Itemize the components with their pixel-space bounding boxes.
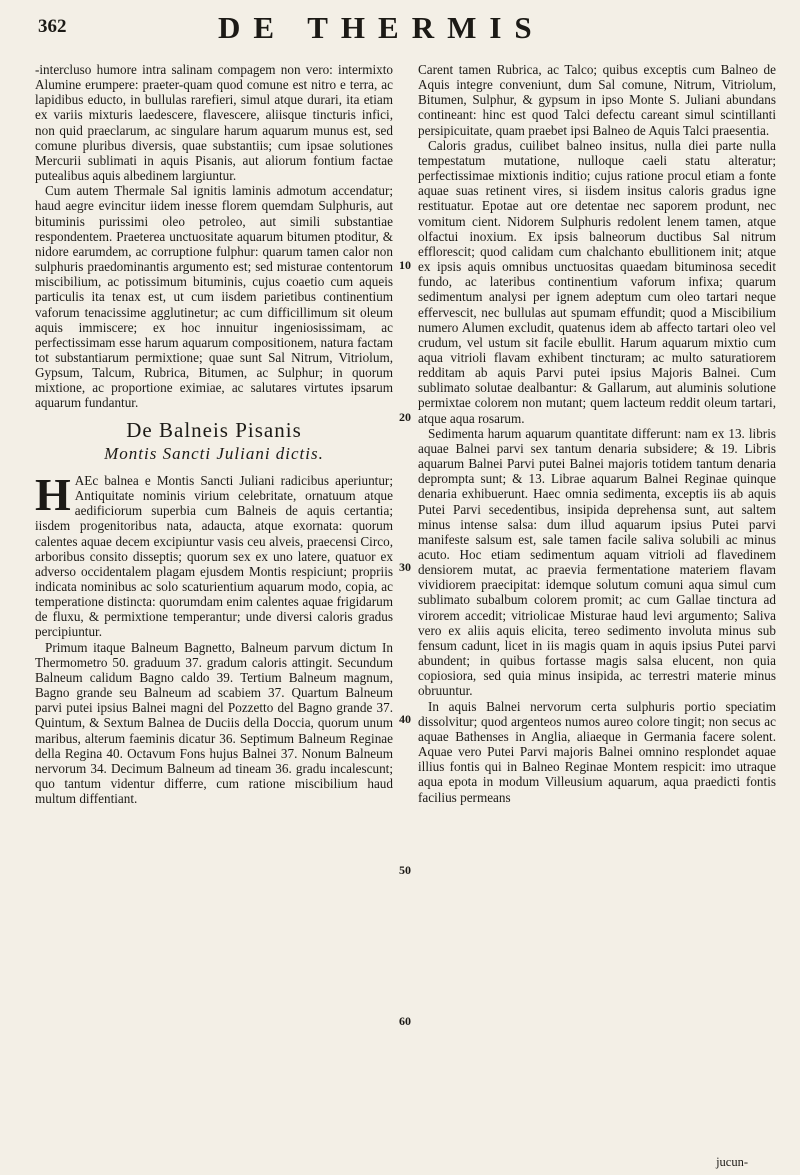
page-header (38, 10, 762, 50)
left-column (35, 62, 393, 806)
line-number-60: 60 (399, 1014, 411, 1028)
line-number-10: 10 (399, 258, 411, 272)
line-number-20: 20 (399, 410, 411, 424)
left-paragraph-3 (35, 468, 393, 640)
section-subtitle: Montis Sancti Juliani dictis. (104, 443, 324, 463)
left-paragraph-3-text: AEc balnea e Montis Sancti Juliani radicibus aperiuntur; Antiquitate nominis virium celebritate, ornatuum atque aedificiorum superbia cum Balneis de aquis certantia; iisdem progenitoribus nata, adaucta, atque exornata: quorum calentes aquae decem excipiuntur vasis ceu alveis, praecensi Circo, arboribus consito disseptis; quorum sex ex uno latere, quatuor ex adverso occidentalem plagam ejusdem Montis respiciunt; propriis indicata nominibus ac solo scaturientium aquarum modo, copia, ac temperatione distincta: quorumdam enim calentes aquae frigidarum de fluxu, & permixtione temperantur; unde diversi caloris gradus percipiuntur. (35, 472, 393, 640)
drop-cap: H (35, 468, 71, 520)
left-paragraph-1: -intercluso humore intra salinam compagem non vero: intermixto Alumine erumpere: praeter-quam quod comune est nitro e terra, ac lapidibus educto, in bullulas rarefieri, simul atque durari, ita etiam ex variis mixturis laedescere, flavescere, aliisque tincturis infici, non quid praeclarum, ac singulare harum aquarum munus est, sed comune pluribus diversis, quae substantiis; cum ipsae solutiones Mercurii sublimati in aquis Pisanis, aut aliorum fontium factae putealibus aquis albedinem largiuntur. (35, 62, 393, 184)
right-paragraph-3: Sedimenta harum aquarum quantitate differunt: nam ex 13. libris aquae Balnei parvi sex tantum denaria subsidere; & 19. Libris aquarum Balnei Parvi putei Balnei majoris totidem tantum denaria deprompta sunt; & 13. Librae aquarum Balnei Reginae quinque denaria exhibuerunt. Haec omnia sedimenta, exceptis iis ab aquis Putei Parvi secedentibus, insipida deprehensa sunt, aut saltem minus intense salsa: dum illud aquarum ipsius Putei parvi manifeste salsum est, sale tamen facile saliva solubili ac minus acuto. Hoc etiam sedimentum aquam vitrioli ad flavedinem densiorem mutat, ac praevia fermentatione materiem flavam vividiorem praecipitat: idemque solutum comuni aqua simul cum sublimato subalbum colorem promit; ac cum Gallae tinctura ad virorem accedit; vitriolicae Misturae haud levi argumento; Saliva vero ex aliis aquis elicita, tereo sedimento involuta minus sub fensum cadunt, licet in iis magis quam in aquis ipsius Putei parvi abundent; in quibus fortasse magis salsa elucent, non quia copiosiora, sed quia minus insipida, ac terrestri materie minus obruuntur. (418, 425, 776, 699)
section-title: De Balneis Pisanis (126, 417, 302, 442)
right-paragraph-4: In aquis Balnei nervorum certa sulphuris portio speciatim dissolvitur; quod argenteos numos aureo colore tingit; non secus ac aquae Bathenses in Anglia, aliaeque in Germania facere solent. Aquae vero Putei Parvi majoris Balnei omnino resplondet aquae illius fontis qui in Balneo Reginae Montem respicit: imo utraque aqua epota in modum Villeusium aquarum, aqua praedicti fontis facilius permeans (418, 698, 776, 805)
catchword: jucun- (716, 1155, 748, 1169)
right-column (418, 62, 776, 805)
left-paragraph-4: Primum itaque Balneum Bagnetto, Balneum parvum dictum In Thermometro 50. graduum 37. gradum caloris attingit. Secundum Balneum calidum Bagno caldo 39. Tertium Balneum magnum, Bagno grande seu Balneum ad scabiem 37. Quartum Balneum parvi putei ipsius Balnei magni del Pozzetto del Bagno grande 37. Quintum, & Sextum Balnea de Duciis della Doccia, quorum unum maribus, alterum faeminis dicatur 36. Septimum Balneum Reginae della Regina 40. Octavum Fons hujus Balnei 37. Nonum Balneum nervorum 34. Decimum Balneum ad tineam 36. gradu incalescunt; quo tantum videntur differre, cum ratione miscibilium haud multum diffentiant. (35, 639, 393, 807)
left-paragraph-2: Cum autem Thermale Sal ignitis laminis admotum accendatur; haud aegre evincitur iidem inesse florem quemdam Sulphuris, aut bituminis purissimi oleo petroleo, aut simili substantiae respondentem. Praeterea unctuositate aquarum bitumen ptoditur, & nidore earumdem, ac corruptione fulphur: quarum tamen calor non sulphuris praedominantis argumento est; sed misturae contentorum miscibilium, ac potissimum bituminis, cujus coaetio cum aqueis particulis ita tenax est, ut cum iisdem parietibus continentium vaforum tenacissime agglutinetur; ac cum difficillimum sit oleum aquis immiscere; ex hoc innuitur ingeniosissimam, ac perfectissimam esse harum aquarum compositionem, natura factam tot substantiarum permixtione; quae sunt Sal Nitrum, Vitriolum, Gypsum, Talcum, Rubrica, Bitumen, ac Sulphur; in quorum mixtione, ac proportione eximiae, ac salutares virtutes ipsarum aquarum fundantur. (35, 183, 393, 411)
line-number-40: 40 (399, 712, 411, 726)
page-number: 362 (38, 16, 67, 37)
right-paragraph-2: Caloris gradus, cuilibet balneo insitus, nulla diei parte nulla tempestatum mutatione, nulloque caeli statu alteratur; perfectissimae mixtionis inditio; cujus ratione procul etiam a fonte aquae suas retinent vires, si iisdem insitus caloris gradus igne restituatur. Epotae aut ore detentae nec saporem produnt, nec vomitum cient. Nidorem Sulphuris redolent lenem tamen, atque olfactui inoxium. Ex ipsis balneorum ductibus Sal nitrum efflorescit; quod calidam cum chalchanto ebullitionem init; atque ex ipsis aquis omnibus unctuositas quaedam bituminosa secedit fundo, ac lateribus continentium vaforum infixa; quarum sedimentum analysi per ignem adeptum cum oleo tartari neque effervescit, nec bullulas aut spumam effundit; quod a Miscibilium numero Alumen excludit, quatenus idem ab affecto tartari oleo vel crudum, vel ustum sit facile ebullit. Harum aquarum mixtio cum aqua vitrioli flavam exhibent tincturam; ac multo saturatiorem redditam ab aquis Parvi putei ipsius Majoris Balnei. Cum sublimato solutae dealbantur: & Gallarum, aut aluminis solutione permixtae colorem non mutant; quem lacteum reddit oleum tartari, atque aqua rosarum. (418, 137, 776, 426)
line-number-50: 50 (399, 863, 411, 877)
line-number-30: 30 (399, 560, 411, 574)
running-head: DE THERMIS (218, 10, 545, 45)
right-paragraph-1: Carent tamen Rubrica, ac Talco; quibus exceptis cum Balneo de Aquis integre conveniunt, dum Sal comune, Nitrum, Vitriolum, Bitumen, Sulphur, & gypsum in ipso Monte S. Juliani abundans contineant: hinc est quod Talci defectu careant simul scintillanti persipicuitate, quam praebet ipsi Balneo de Aquis Talci praesentia. (418, 62, 776, 138)
